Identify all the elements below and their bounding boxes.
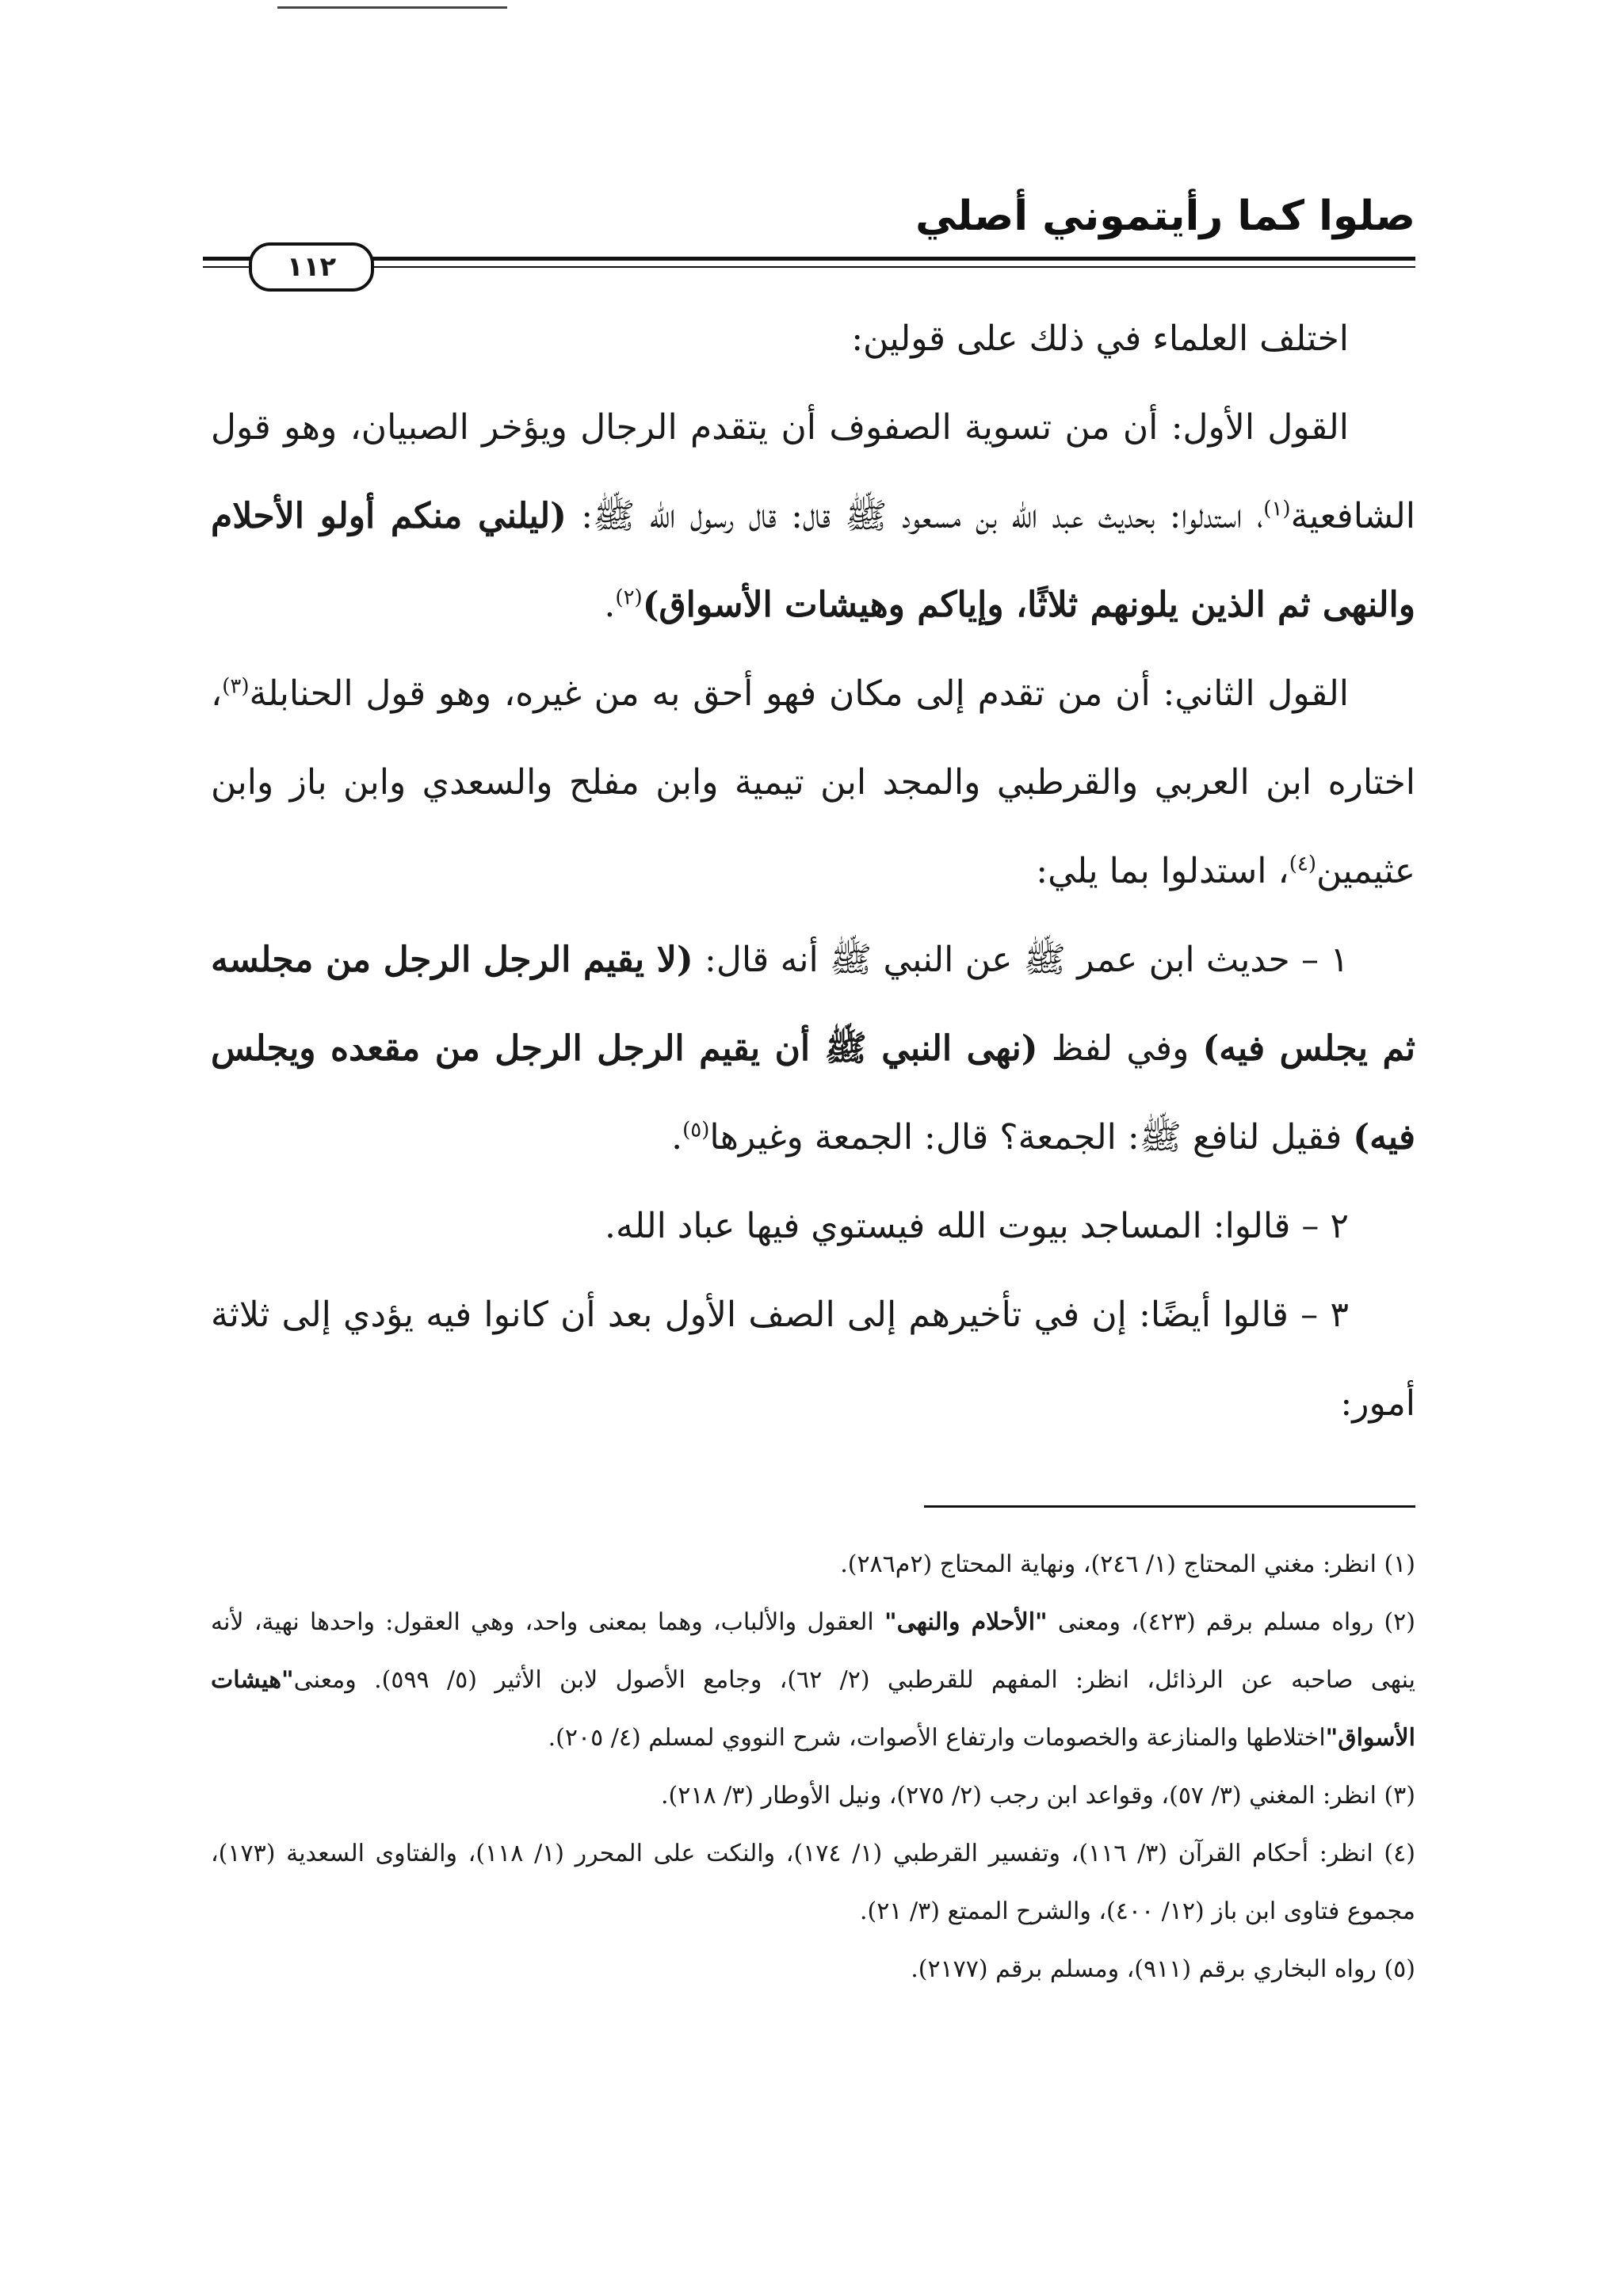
paragraph-evidence-2: ٢ – قالوا: المساجد بيوت الله فيستوي فيها عباد الله. xyxy=(605,1206,1349,1246)
main-text xyxy=(211,295,1415,1448)
header-rules xyxy=(203,257,1415,274)
text-segment: ١ – حديث ابن عمر ﷺ عن النبي ﷺ أنه قال: xyxy=(705,940,1350,980)
footnote-separator xyxy=(924,1505,1415,1508)
text-segment: . xyxy=(671,1117,683,1158)
page-header xyxy=(203,189,1415,284)
footnote-5: (٥) رواه البخاري برقم (٩١١)، ومسلم برقم (٢١٧٧). xyxy=(911,1955,1415,1983)
footnote-3: (٣) انظر: المغني (٣/ ٥٧)، وقواعد ابن رجب (٢/ ٢٧٥)، ونيل الأوطار (٣/ ٢١٨). xyxy=(661,1782,1415,1810)
text-segment: ، استدلوا بما يلي: xyxy=(1036,851,1289,891)
text-segment: وفي لفظ xyxy=(1051,1028,1190,1069)
footnote-1: (١) انظر: مغني المحتاج (١/ ٢٤٦)، ونهاية المحتاج (٢م٢٨٦). xyxy=(840,1550,1415,1578)
text-segment: ومعنى xyxy=(293,1666,357,1694)
hadith-quote: (نهى النبي ﷺ أن يقيم الرجل الرجل من مقعده ويجلس فيه) xyxy=(211,1028,1415,1158)
paragraph-evidence-1 xyxy=(211,916,1415,1182)
footnote-2 xyxy=(211,1593,1415,1767)
text-segment: . xyxy=(604,585,616,625)
term: "هيشات الأسواق" xyxy=(211,1666,1415,1752)
footnote-ref: (٥) xyxy=(682,1118,710,1142)
text-segment: اختلاطها والمنازعة والخصومات وارتفاع الأصوات، شرح النووي لمسلم (٤/ ٢٠٥). xyxy=(548,1724,1326,1752)
header-rule-thin xyxy=(203,266,1415,268)
hadith-quote: (ليلني منكم أولو الأحلام والنهى ثم الذين يلونهم ثلاثًا، وإياكم وهيشات الأسواق) xyxy=(211,496,1415,625)
footnotes xyxy=(211,1535,1415,1998)
footnote-4: (٤) انظر: أحكام القرآن (٣/ ١١٦)، وتفسير القرطبي (١/ ١٧٤)، والنكت على المحرر (١/ ١١٨)، والفتاوى السعدية (١٧٣)، مجموع فتاوى ابن باز (١٢/ ٤٠٠)، والشرح الممتع (٣/ ٢١). xyxy=(211,1840,1415,1925)
footnote-ref: (٣) xyxy=(222,674,250,699)
footnote-ref: (٤) xyxy=(1289,852,1316,876)
hadith-quote: (لا يقيم الرجل الرجل من مجلسه ثم يجلس فيه) xyxy=(211,940,1415,1069)
text-segment: (٢) رواه مسلم برقم (٤٢٣)، ومعنى xyxy=(1057,1608,1415,1636)
term: "الأحلام والنهى" xyxy=(884,1608,1048,1636)
text-segment: ، استدلوا: بحديث عبد الله بن مسعود ﷺ قال: قال رسول الله ﷺ: xyxy=(581,496,1264,536)
text-segment: ، اختاره ابن العربي والقرطبي والمجد ابن تيمية وابن مفلح والسعدي وابن باز وابن عثيمين xyxy=(211,673,1415,891)
page-number: ١١٢ xyxy=(249,242,374,292)
book-title: صلوا كما رأيتموني أصلي xyxy=(915,193,1415,240)
paragraph-evidence-3: ٣ – قالوا أيضًا: إن في تأخيرهم إلى الصف الأول بعد أن كانوا فيه يؤدي إلى ثلاثة أمور: xyxy=(211,1295,1415,1424)
paragraph-intro: اختلف العلماء في ذلك على قولين: xyxy=(851,318,1349,359)
text-segment: القول الثاني: أن من تقدم إلى مكان فهو أحق به من غيره، وهو قول الحنابلة xyxy=(249,673,1349,714)
header-rule-thick xyxy=(203,257,1415,261)
text-segment: القول الأول: أن من تسوية الصفوف أن يتقدم الرجال ويؤخر الصبيان، وهو قول الشافعية xyxy=(211,407,1415,536)
footnote-ref: (١) xyxy=(1263,497,1291,521)
paragraph-first-opinion xyxy=(211,383,1415,650)
text-segment: فقيل لنافع ﷺ: الجمعة؟ قال: الجمعة وغيرها xyxy=(709,1117,1342,1158)
footnote-ref: (٢) xyxy=(615,585,643,610)
paragraph-second-opinion xyxy=(211,650,1415,916)
text-segment: العقول والألباب، وهما بمعنى واحد، وهي العقول: واحدها نهية، لأنه ينهى صاحبه عن الرذائل، انظر: المفهم للقرطبي (٢/ ٦٢)، وجامع الأصول لابن الأثير (٥/ ٥٩٩). xyxy=(211,1608,1415,1694)
